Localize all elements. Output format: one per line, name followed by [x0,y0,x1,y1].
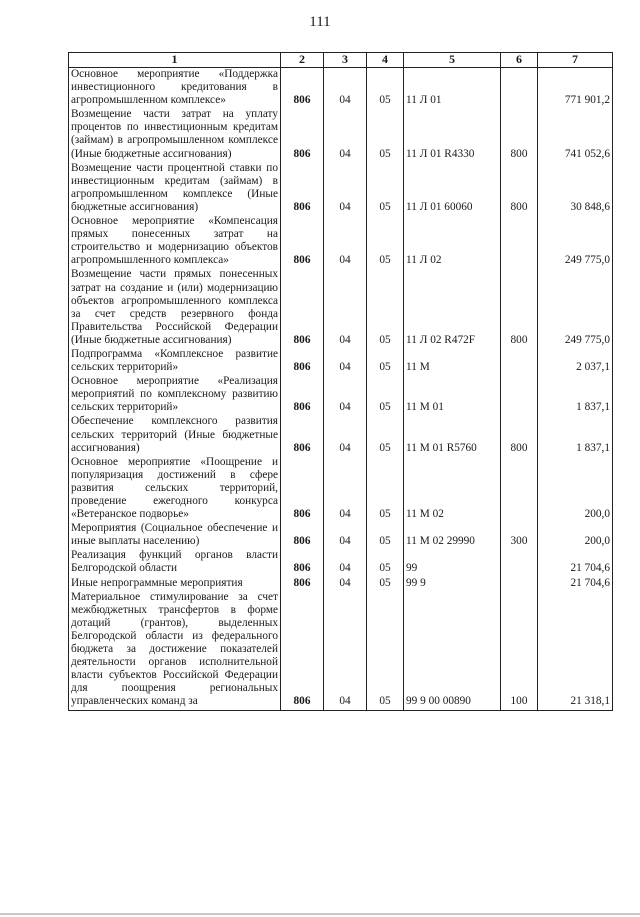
table-row [69,522,613,549]
row-name: Основное мероприятие «Компенсация прямых понесенных затрат на строительство и модернизацию объектов агропромышленного комплекса» [69,215,281,268]
cell-target-article: 11 М 02 [404,456,501,522]
cell-target-article: 99 9 00 00890 [404,591,501,710]
cell-target-article: 11 М 02 29990 [404,522,501,549]
cell-expense-type [501,577,538,591]
row-name: Подпрограмма «Комплексное развитие сельских территорий» [69,348,281,375]
table-row [69,68,613,109]
table-row [69,108,613,161]
cell-subsection: 05 [367,375,404,415]
cell-target-article: 11 М 01 R5760 [404,415,501,455]
cell-amount: 249 775,0 [538,215,613,268]
cell-expense-type [501,215,538,268]
cell-section: 04 [324,348,367,375]
column-header: 6 [501,53,538,68]
cell-amount: 249 775,0 [538,268,613,348]
cell-expense-type [501,549,538,576]
cell-expense-type [501,348,538,375]
column-header: 1 [69,53,281,68]
cell-target-article: 99 9 [404,577,501,591]
column-header: 7 [538,53,613,68]
cell-expense-type: 100 [501,591,538,710]
cell-subsection: 05 [367,522,404,549]
table-row [69,162,613,215]
cell-subsection: 05 [367,68,404,109]
cell-target-article: 11 Л 01 [404,68,501,109]
cell-admin-code: 806 [281,215,324,268]
cell-expense-type [501,456,538,522]
cell-admin-code: 806 [281,522,324,549]
cell-section: 04 [324,577,367,591]
cell-amount: 21 704,6 [538,577,613,591]
cell-subsection: 05 [367,591,404,710]
cell-subsection: 05 [367,215,404,268]
cell-admin-code: 806 [281,375,324,415]
cell-admin-code: 806 [281,591,324,710]
cell-target-article: 11 Л 02 R472F [404,268,501,348]
cell-target-article: 11 Л 01 60060 [404,162,501,215]
table-row [69,577,613,591]
cell-amount: 21 318,1 [538,591,613,710]
cell-target-article: 11 Л 01 R4330 [404,108,501,161]
cell-expense-type: 800 [501,108,538,161]
cell-subsection: 05 [367,268,404,348]
cell-admin-code: 806 [281,108,324,161]
cell-subsection: 05 [367,549,404,576]
table-row [69,456,613,522]
cell-section: 04 [324,549,367,576]
table-row [69,415,613,455]
cell-section: 04 [324,415,367,455]
cell-amount: 1 837,1 [538,415,613,455]
cell-expense-type [501,68,538,109]
cell-section: 04 [324,68,367,109]
cell-expense-type: 800 [501,162,538,215]
cell-target-article: 11 М 01 [404,375,501,415]
cell-section: 04 [324,375,367,415]
row-name: Обеспечение комплексного развития сельских территорий (Иные бюджетные ассигнования) [69,415,281,455]
page-number: 111 [309,14,331,30]
row-name: Мероприятия (Социальное обеспечение и иные выплаты населению) [69,522,281,549]
column-header: 5 [404,53,501,68]
cell-admin-code: 806 [281,549,324,576]
cell-target-article: 11 М [404,348,501,375]
cell-section: 04 [324,108,367,161]
header-row [69,53,613,68]
table-row [69,549,613,576]
cell-section: 04 [324,215,367,268]
row-name: Основное мероприятие «Поддержка инвестиционного кредитования в агропромышленном комплексе» [69,68,281,109]
row-name: Возмещение части процентной ставки по инвестиционным кредитам (займам) в агропромышленном комплексе (Иные бюджетные ассигнования) [69,162,281,215]
cell-amount: 30 848,6 [538,162,613,215]
budget-table [68,52,613,711]
cell-amount: 741 052,6 [538,108,613,161]
cell-expense-type [501,375,538,415]
cell-section: 04 [324,522,367,549]
column-header: 4 [367,53,404,68]
cell-amount: 771 901,2 [538,68,613,109]
cell-admin-code: 806 [281,162,324,215]
row-name: Основное мероприятие «Поощрение и популяризация достижений в сфере развития сельских территорий, проведение ежегодного конкурса «Ветеранское подворье» [69,456,281,522]
row-name: Основное мероприятие «Реализация мероприятий по комплексному развитию сельских территорий» [69,375,281,415]
cell-expense-type: 300 [501,522,538,549]
column-header: 3 [324,53,367,68]
cell-amount: 200,0 [538,456,613,522]
table-row [69,375,613,415]
cell-admin-code: 806 [281,68,324,109]
table-row [69,268,613,348]
cell-target-article: 11 Л 02 [404,215,501,268]
cell-target-article: 99 [404,549,501,576]
row-name: Иные непрограммные мероприятия [69,577,281,591]
cell-section: 04 [324,456,367,522]
cell-section: 04 [324,591,367,710]
cell-subsection: 05 [367,162,404,215]
row-name: Возмещение части прямых понесенных затрат на создание и (или) модернизацию объектов агропромышленного комплекса за счет средств резервного фонда Правительства Российской Федерации (Иные бюджетные ассигнования) [69,268,281,348]
cell-section: 04 [324,162,367,215]
row-name: Материальное стимулирование за счет межбюджетных трансфертов в форме дотаций (грантов), выделенных Белгородской области из федерального бюджета за достижение показателей деятельности органов исполнительной власти субъектов Российской Федерации для поощрения региональных управленческих команд за [69,591,281,710]
cell-amount: 2 037,1 [538,348,613,375]
cell-subsection: 05 [367,415,404,455]
cell-admin-code: 806 [281,456,324,522]
row-name: Возмещение части затрат на уплату процентов по инвестиционным кредитам (займам) в агропромышленном комплексе (Иные бюджетные ассигнования) [69,108,281,161]
cell-admin-code: 806 [281,415,324,455]
table-row [69,591,613,710]
column-header: 2 [281,53,324,68]
cell-subsection: 05 [367,456,404,522]
cell-admin-code: 806 [281,348,324,375]
cell-admin-code: 806 [281,268,324,348]
cell-expense-type: 800 [501,268,538,348]
table-row [69,215,613,268]
cell-subsection: 05 [367,348,404,375]
cell-expense-type: 800 [501,415,538,455]
cell-section: 04 [324,268,367,348]
cell-subsection: 05 [367,577,404,591]
row-name: Реализация функций органов власти Белгородской области [69,549,281,576]
table-row [69,348,613,375]
cell-admin-code: 806 [281,577,324,591]
cell-amount: 1 837,1 [538,375,613,415]
cell-subsection: 05 [367,108,404,161]
cell-amount: 200,0 [538,522,613,549]
cell-amount: 21 704,6 [538,549,613,576]
page-bottom-rule [0,913,640,915]
